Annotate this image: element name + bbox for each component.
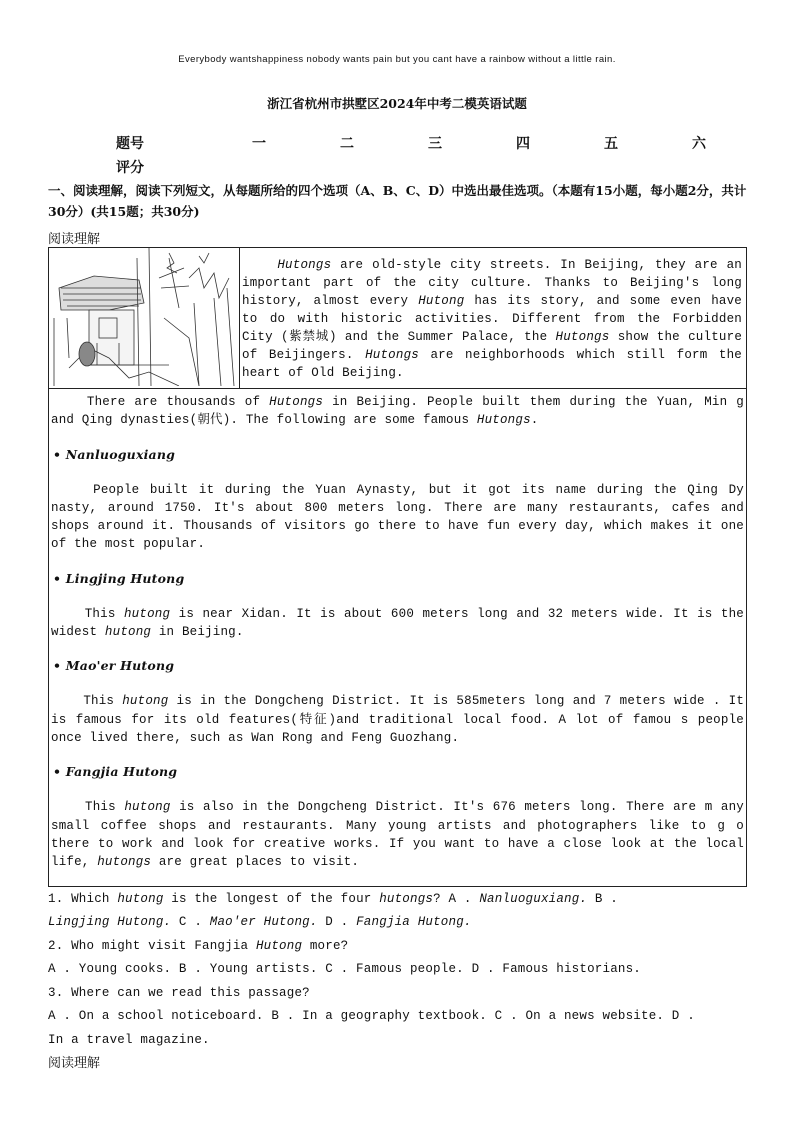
p5-text: is also in the Dongcheng District. It's 676 meters long. There are m any small coffee shops and restaurants. Many young artists and photographers like to g o there to work and look for creative works. If you want to have a close look at the local life, [51, 800, 744, 870]
p3-text: This [84, 606, 116, 621]
section-label: 阅读理解 [48, 232, 101, 247]
p1-term: Hutongs [476, 413, 531, 428]
intro-text: are neighborhoods which still [430, 348, 666, 362]
p5-text: This [85, 800, 116, 815]
score-col-3: 三 [428, 136, 442, 152]
score-table-row [0, 133, 794, 153]
q1-option-c[interactable]: Mao'er Hutong. [209, 915, 318, 930]
passage-body [49, 389, 746, 871]
q2-text: more? [309, 939, 349, 953]
question-3 [48, 982, 748, 1052]
intro-text: culture of Beijingers. [242, 330, 743, 362]
passage-box [48, 247, 747, 887]
q1-text: D . [317, 915, 357, 930]
p1-text: There are thousands of [86, 395, 261, 409]
q2-text: 2. Who might visit Fangjia [48, 939, 249, 953]
q1-text: ? A . [433, 892, 480, 906]
score-label: 评分 [116, 160, 144, 176]
p1-term: Hutongs [269, 395, 324, 409]
section-heading: 一、阅读理解，阅读下列短文，从每题所给的四个选项（A、B、C、D）中选出最佳选项。（本题有15小题，每小题2分，共计30分）(共15题；共30分) [48, 183, 747, 219]
q1-term: hutong [117, 892, 164, 906]
q1-text: is the longest of the four [171, 892, 372, 906]
q1-term: hutongs [379, 892, 434, 906]
p3-text: is near Xidan. It is about 600 meters long and 32 meters wide. It is the widest [51, 606, 745, 640]
p1-text: . [530, 413, 539, 428]
intro-text: have to do with historic activities. Different from the Forbid [242, 294, 743, 326]
p4-term: hutong [122, 694, 169, 709]
score-row-label: 题号 [116, 136, 144, 152]
intro-text: show the [617, 330, 680, 344]
p5-term: hutongs [97, 855, 152, 870]
q3-options-continued[interactable]: In a travel magazine. [48, 1032, 210, 1047]
q1-text: 1. Which [48, 892, 110, 906]
q1-text: C . [171, 915, 210, 930]
question-2 [48, 935, 748, 982]
paragraph-1 [49, 393, 746, 430]
question-1 [48, 888, 748, 935]
score-col-6: 六 [692, 136, 706, 152]
paragraph-5 [49, 798, 746, 871]
intro-term: Hutongs [555, 330, 610, 344]
p4-text: is in the Dongcheng District. It is 585meters long and 7 meters wide . It is famous for its old features(特征)and traditional local food. A lot of famou s people once lived there, such as Wan Rong and Feng Guozhang. [51, 694, 745, 745]
p2-text: People built it during the Yuan Aynasty, but it got its name during the Qing Dy nasty, around 1750. It's about 800 meters long. There are many restaurants, cafes and shops around it. Thousands of visitors go there to have fun every day, which makes it one of the most popular. [51, 482, 744, 552]
paragraph-3 [49, 605, 746, 642]
intro-text: form the heart of Old Beijing. [242, 348, 743, 380]
intro-text: are old-style city streets. In Beijing, they are a [340, 258, 735, 272]
heading-fangjia: • Fangjia Hutong [53, 764, 178, 780]
score-col-5: 五 [604, 136, 618, 152]
intro-text: has its story, and some even [474, 294, 702, 308]
p5-text: are great places to visit. [158, 855, 360, 870]
intro-term: Hutongs [365, 348, 419, 362]
q1-option-b[interactable]: Lingjing Hutong. [48, 915, 172, 930]
q3-text: 3. Where can we read this passage? [48, 986, 310, 1000]
p1-text: in Beijing. People built them during the Yuan, Min g and Qing dynasties(朝代). The following are some famous [51, 395, 745, 428]
p3-term: hutong [104, 625, 152, 640]
intro-term: Hutong [418, 294, 465, 308]
intro-term: Hutongs [277, 258, 332, 272]
heading-lingjing: • Lingjing Hutong [53, 570, 185, 586]
intro-text: n important part of the city culture. Thanks to Beijing's lon [242, 258, 742, 290]
intro-paragraph [240, 248, 746, 389]
q1-option-d[interactable]: Fangjia Hutong. [356, 915, 472, 930]
intro-text: den City (紫禁城) and the Summer Palace, the [242, 312, 742, 344]
q1-text: B . [587, 892, 618, 906]
q2-options[interactable]: A . Young cooks. B . Young artists. C . Famous people. D . Famous historians. [48, 962, 641, 977]
score-col-4: 四 [516, 136, 530, 152]
exam-title: 浙江省杭州市拱墅区2024年中考二模英语试题 [267, 96, 527, 111]
heading-maoer: • Mao'er Hutong [53, 658, 175, 674]
intro-text: g history, almost every [242, 276, 742, 308]
section-label-2: 阅读理解 [48, 1056, 101, 1071]
p3-term: hutong [123, 606, 171, 621]
hutong-sketch-icon [49, 248, 237, 386]
q3-options[interactable]: A . On a school noticeboard. B . In a geography textbook. C . On a news website. D . [48, 1009, 695, 1024]
q1-option-a[interactable]: Nanluoguxiang. [479, 892, 588, 906]
heading-nanluoguxiang: • Nanluoguxiang [53, 446, 176, 462]
q2-term: Hutong [255, 939, 303, 953]
paragraph-4 [49, 692, 746, 747]
paragraph-2 [49, 481, 746, 554]
motto: Everybody wantshappiness nobody wants pain but you cant have a rainbow without a little rain. [178, 54, 616, 65]
score-col-2: 二 [340, 136, 354, 152]
hutong-sketch-image [49, 248, 240, 389]
p5-term: hutong [124, 800, 171, 815]
p3-text: in Beijing. [158, 625, 244, 640]
p4-text: This [83, 694, 115, 709]
score-col-1: 一 [252, 136, 266, 152]
